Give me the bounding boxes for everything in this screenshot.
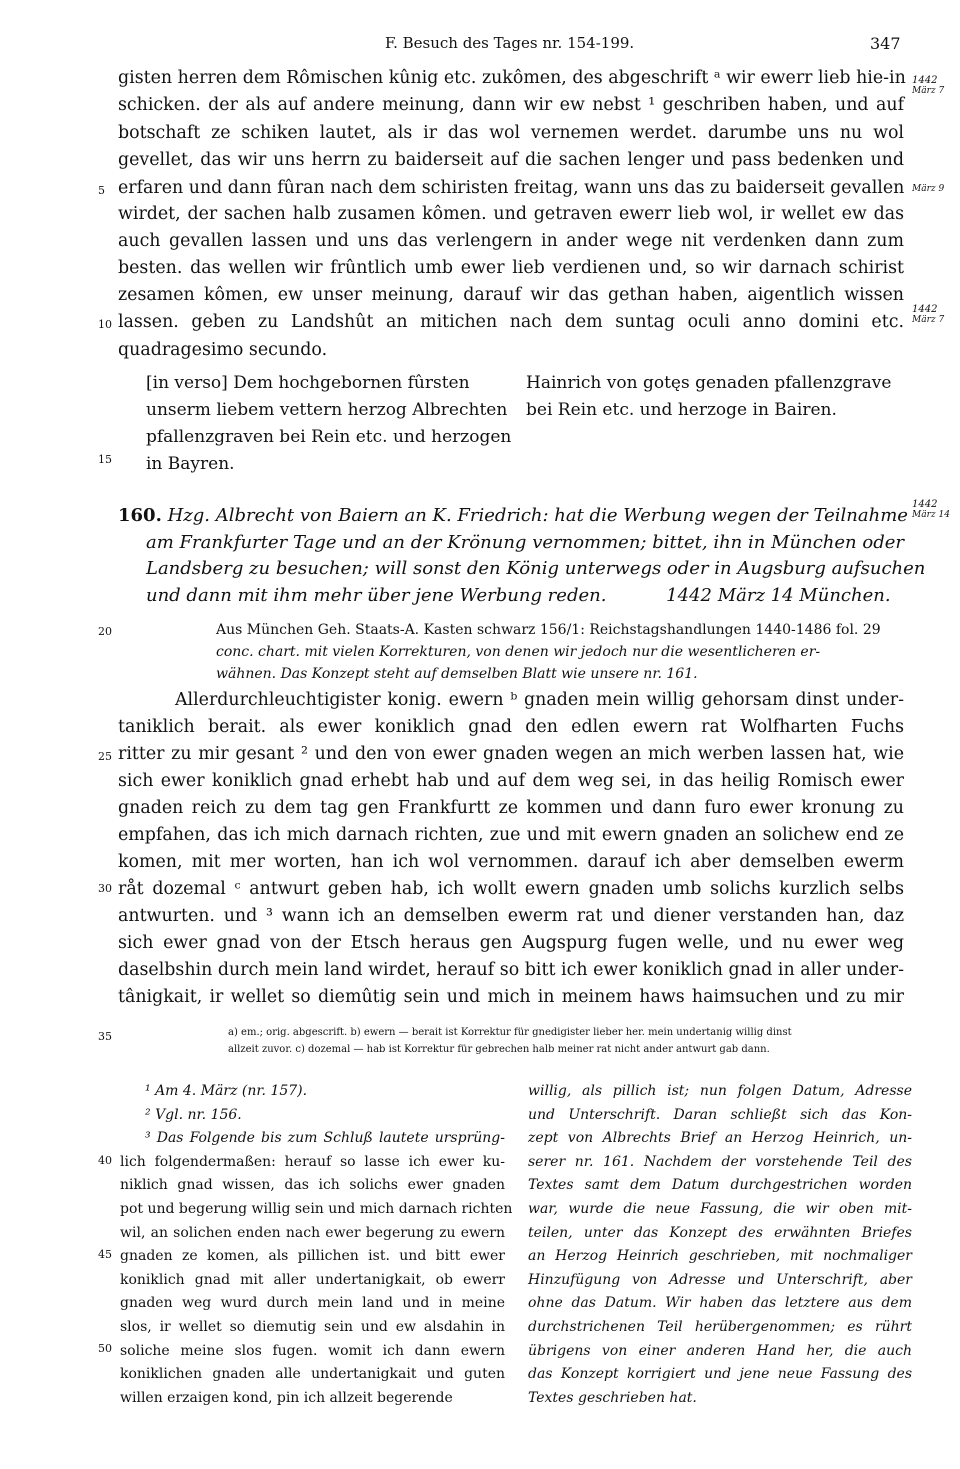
source-line: conc. chart. mit vielen Korrekturen, von denen wir jedoch nur die wesentlicheren er- <box>216 644 821 660</box>
running-title: F. Besuch des Tages nr. 154-199. <box>385 34 635 52</box>
text-line: gevellet, das wir uns herrn zu baiderseit auf die sachen lenger und pass bedenken und <box>118 150 904 170</box>
text-line: auch gevallen lassen und uns das verlengern in ander wege nit verdenken dann zum <box>118 231 904 251</box>
margin-day: März 9 <box>912 184 945 194</box>
footnote-line: zept von Albrechts Brief an Herzog Heinrich, un- <box>528 1130 912 1147</box>
margin-date <box>912 184 944 194</box>
footnote-line: ² Vgl. nr. 156. <box>145 1106 242 1123</box>
address-line: Hainrich von gotęs genaden pfallenzgrave <box>526 373 892 393</box>
footnote-line: Textes geschrieben hat. <box>528 1389 697 1406</box>
text-line: botschaft ze schiken lautet, als ir das wol vernemen werdet. darumbe uns nu wol <box>118 123 904 143</box>
margin-date <box>912 500 950 520</box>
doc-heading-line: am Frankfurter Tage und an der Krönung vernommen; bittet, ihn in München oder <box>146 532 904 553</box>
doc-summary: und dann mit ihm mehr über jene Werbung reden. <box>146 585 607 606</box>
letter-line: antwurten. und ³ wann ich an demselben ewerm rat und diener verstanden han, daz <box>118 906 904 926</box>
line-number: 35 <box>98 1030 112 1043</box>
letter-line: sich ewer gnad von der Etsch heraus gen Augspurg fugen welle, und nu ewer weg <box>118 933 904 953</box>
letter-line: tânigkait, ir wellet so diemûtig sein und mich in meinem haws haimsuchen und zu mir <box>118 987 904 1007</box>
line-number: 20 <box>98 625 112 638</box>
margin-year: 1442 <box>912 304 938 315</box>
footnote-line: war, wurde die neue Fassung, die wir oben mit- <box>528 1200 912 1217</box>
footnote-line: an Herzog Heinrich geschrieben, mit nochmaliger <box>528 1248 912 1265</box>
footnote-line: teilen, unter das Konzept des erwähnten Briefes <box>528 1224 912 1241</box>
letter-line: sich ewer koniklich gnad erhebt hab und auf dem weg sei, in das heilig Romisch ewer <box>118 771 904 791</box>
letter-line: komen, mit mer worten, han ich wol vernommen. darauf ich aber demselben ewerm <box>118 852 904 872</box>
footnote-line: willen erzaigen kond, pin ich allzeit begerende <box>120 1389 453 1406</box>
doc-heading-line: Landsberg zu besuchen; will sonst den König unterwegs oder in Augsburg aufsuchen <box>146 558 926 579</box>
footnotes-left-column <box>120 1080 513 1410</box>
source-line: Aus München Geh. Staats-A. Kasten schwarz 156/1: Reichstagshandlungen 1440-1486 fol. 29 <box>216 622 881 638</box>
page-number: 347 <box>870 34 901 53</box>
line-number: 45 <box>98 1248 112 1261</box>
line-number: 40 <box>98 1154 112 1167</box>
text-line: lassen. geben zu Landshût an mitichen nach dem suntag oculi anno domini etc. <box>118 312 904 332</box>
text-line: erfaren und dann fûran nach dem schiristen freitag, wann uns das zu baiderseit gevallen <box>118 178 905 198</box>
footnote-line: gnaden weg wurd durch mein land und in meine <box>120 1295 505 1312</box>
apparatus-line: a) em.; orig. abgescrift. b) ewern — berait ist Korrektur für gnedigister lieber her. mein undertanig willig dinst <box>228 1027 792 1038</box>
address-sender <box>526 370 891 424</box>
footnote-line: koniklichen gnaden alle undertanigkait und guten <box>120 1366 505 1383</box>
address-verso <box>146 370 511 478</box>
text-line: zesamen kômen, ew unser meinung, darauf wir das gethan haben, aigentlich wissen <box>118 285 904 305</box>
letter-line: empfahen, das ich mich darnach richten, zue und mit ewern gnaden an solichew end ze <box>118 825 904 845</box>
margin-day: März 14 <box>912 510 950 520</box>
letter-line: gnaden reich zu dem tag gen Frankfurtt ze kommen und dann furo ewer kronung zu <box>118 798 904 818</box>
line-number: 5 <box>98 184 105 197</box>
footnote-line: lich folgendermaßen: herauf so lasse ich ewer ku- <box>120 1153 505 1170</box>
line-number: 50 <box>98 1342 112 1355</box>
apparatus <box>228 1024 908 1058</box>
margin-date <box>912 305 944 325</box>
footnote-line: übrigens von einer anderen Hand her, die auch <box>528 1342 912 1359</box>
doc-number: 160. <box>118 505 162 526</box>
letter-line: ritter zu mir gesant ² und den von ewer gnaden wegen an mich werben lassen hat, wie <box>118 744 904 764</box>
footnote-line: Textes samt dem Datum durchgestrichen worden <box>528 1177 912 1194</box>
letter-line: råt dozemal ᶜ antwurt geben hab, ich wollt ewern gnaden umb solichs kurzlich selbs <box>118 879 904 899</box>
text-line: schicken. der als auf andere meinung, dann wir ew nebst ¹ geschriben haben, und auf <box>118 95 904 115</box>
margin-year: 1442 <box>912 75 938 86</box>
doc-summary: Hzg. Albrecht von Baiern an K. Friedrich: hat die Werbung wegen der Teilnahme <box>167 505 908 526</box>
footnote-line: serer nr. 161. Nachdem der vorstehende Teil des <box>528 1153 912 1170</box>
letter-line: Allerdurchleuchtigister konig. ewern ᵇ gnaden mein willig gehorsam dinst under- <box>175 690 904 710</box>
address-line: [in verso] Dem hochgebornen fûrsten <box>146 373 470 393</box>
address-line: unserm liebem vettern herzog Albrechten <box>146 400 508 420</box>
running-header <box>0 34 960 56</box>
footnote-line: Hinzufügung von Adresse und Unterschrift, aber <box>528 1271 912 1288</box>
apparatus-line: allzeit zuvor. c) dozemal — hab ist Korrektur für gebrechen halb meiner rat nicht ander antwurt gab dann. <box>228 1044 770 1055</box>
footnote-line: durchstrichenen Teil herübergenommen; es rührt <box>528 1318 912 1335</box>
doc-date: 1442 März 14 München. <box>666 585 891 606</box>
address-line: in Bayren. <box>146 454 235 474</box>
source-line: wähnen. Das Konzept steht auf demselben Blatt wie unsere nr. 161. <box>216 666 698 682</box>
margin-day: März 7 <box>912 86 945 96</box>
text-line: besten. das wellen wir frûntlich umb ewer lieb verdienen und, so wir darnach schirist <box>118 258 904 278</box>
text-line: quadragesimo secundo. <box>118 340 328 360</box>
line-number: 15 <box>98 453 112 466</box>
footnote-line: ¹ Am 4. März (nr. 157). <box>145 1083 308 1099</box>
footnote-line: das Konzept korrigiert und jene neue Fassung des <box>528 1366 912 1383</box>
footnote-line: wil, an solichen enden nach ewer begerung zu ewern <box>120 1224 505 1241</box>
margin-year: 1442 <box>912 499 938 510</box>
footnote-line: soliche meine slos fugen. womit ich dann ewern <box>120 1342 505 1359</box>
margin-day: März 7 <box>912 315 945 325</box>
footnotes-right-column <box>528 1080 912 1410</box>
footnote-line: und Unterschrift. Daran schließt sich das Kon- <box>528 1106 912 1123</box>
text-line: wirdet, der sachen halb zusamen kômen. und getraven ewerr lieb wol, ir wellet ew das <box>118 204 904 224</box>
address-line: pfallenzgraven bei Rein etc. und herzogen <box>146 427 512 447</box>
letter-line: taniklich berait. als ewer koniklich gnad den edlen ewern rat Wolfharten Fuchs <box>118 717 904 737</box>
letter-line: daselbshin durch mein land wirdet, herauf so bitt ich ewer koniklich gnad in aller under- <box>118 960 904 980</box>
footnote-line: willig, als pillich ist; nun folgen Datum, Adresse <box>528 1083 912 1099</box>
footnote-line: pot und begerung willig sein und mich darnach richten <box>120 1200 513 1217</box>
footnote-line: ³ Das Folgende bis zum Schluß lautete ursprüng- <box>145 1130 505 1147</box>
footnote-line: koniklich gnad mit aller undertanigkait, ob ewerr <box>120 1271 505 1288</box>
doc-heading-line <box>146 587 904 605</box>
line-number: 30 <box>98 882 112 895</box>
footnote-line: slos, ir wellet so diemutig sein und ew alsdahin in <box>120 1318 505 1335</box>
footnote-line: gnaden ze komen, als pillichen ist. und bitt ewer <box>120 1248 505 1265</box>
line-number: 10 <box>98 318 112 331</box>
line-number: 25 <box>98 750 112 763</box>
doc-heading-line <box>118 505 908 526</box>
margin-date <box>912 76 944 96</box>
text-line: gisten herren dem Rômischen kûnig etc. zukômen, des abgeschrift ᵃ wir ewerr lieb hie-in <box>118 68 906 88</box>
address-line: bei Rein etc. und herzoge in Bairen. <box>526 400 837 420</box>
footnote-line: ohne das Datum. Wir haben das letztere aus dem <box>528 1295 912 1312</box>
footnote-line: niklich gnad wissen, das ich solichs ewer gnaden <box>120 1177 505 1194</box>
